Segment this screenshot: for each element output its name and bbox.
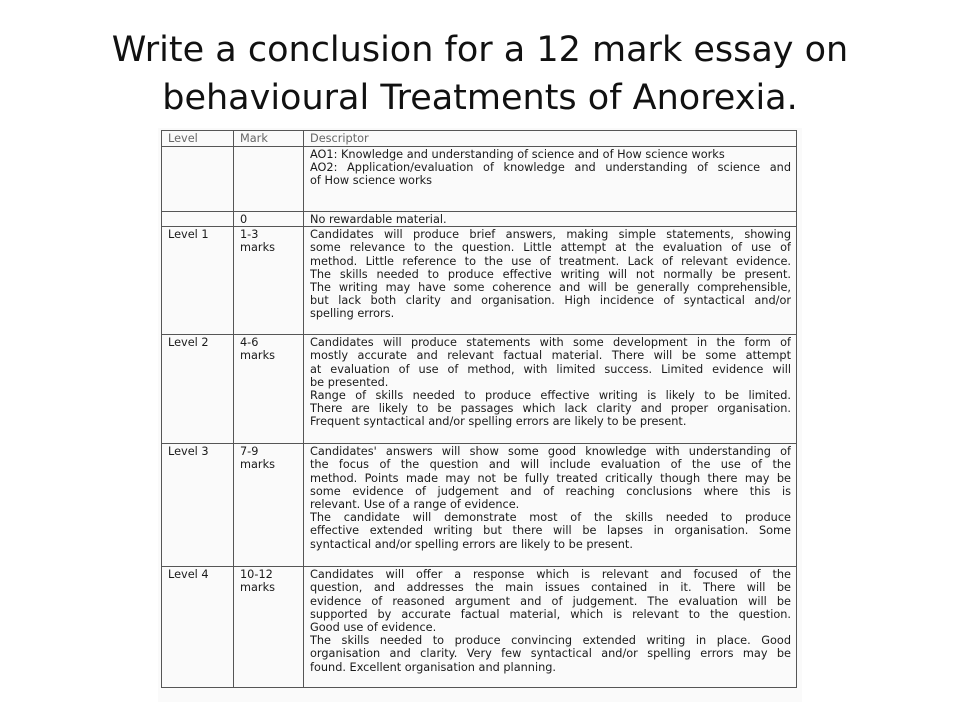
descriptor-line: Frequent syntactical and/or spelling errors are likely to be present. bbox=[310, 415, 687, 429]
table-row-ao bbox=[162, 147, 797, 212]
descriptor-line: some evidence of judgement and of reaching conclusions where this is bbox=[310, 484, 791, 498]
descriptor-line: organisation and clarity. Very few syntactical and/or spelling errors may be bbox=[310, 647, 791, 661]
cell-mark-zero: 0 bbox=[234, 212, 304, 227]
cell-descriptor-level-4 bbox=[304, 567, 797, 688]
descriptor-line: relevant. Use of a range of evidence. bbox=[310, 498, 520, 512]
cell-mark-level-4: 10-12 marks bbox=[234, 567, 304, 688]
descriptor-line: the focus of the question and will include evaluation of the use of the bbox=[310, 458, 791, 472]
cell-mark-level-2: 4-6 marks bbox=[234, 335, 304, 444]
descriptor-line: Good use of evidence. bbox=[310, 621, 437, 635]
cell-level-2: Level 2 bbox=[162, 335, 234, 444]
cell-level-empty bbox=[162, 147, 234, 212]
descriptor-line: Candidates will offer a response which is relevant and focused of the bbox=[310, 568, 791, 582]
descriptor-line: be presented. bbox=[310, 375, 389, 389]
descriptor-line: spelling errors. bbox=[310, 307, 395, 321]
cell-descriptor-level-2 bbox=[304, 335, 797, 444]
descriptor-line: syntactical and/or spelling errors are likely to be present. bbox=[310, 537, 633, 551]
ao2-line-cont: of How science works bbox=[310, 174, 433, 188]
cell-descriptor-level-3 bbox=[304, 444, 797, 567]
cell-mark-level-3: 7-9 marks bbox=[234, 444, 304, 567]
ao1-line: AO1: Knowledge and understanding of science and of How science works bbox=[310, 148, 725, 161]
descriptor-line: Range of skills needed to produce effective writing is likely to be limited. bbox=[310, 389, 791, 403]
descriptor-line: but lack both clarity and organisation. High incidence of syntactical and/or bbox=[310, 294, 791, 308]
descriptor-line: supported by accurate factual material, which is relevant to the question. bbox=[310, 607, 791, 621]
descriptor-line: The skills needed to produce convincing extended writing in place. Good bbox=[310, 634, 791, 648]
slide-title bbox=[40, 26, 920, 122]
cell-level-4: Level 4 bbox=[162, 567, 234, 688]
descriptor-line: The candidate will demonstrate most of the skills needed to produce bbox=[310, 511, 791, 525]
ao2-line: AO2: Application/evaluation of knowledge and understanding of science and bbox=[310, 161, 791, 175]
cell-level-empty bbox=[162, 212, 234, 227]
table-row-level-3 bbox=[162, 444, 797, 567]
table-row-level-1 bbox=[162, 227, 797, 335]
cell-descriptor-level-1 bbox=[304, 227, 797, 335]
descriptor-line: at evaluation of use of method, with limited success. Limited evidence will bbox=[310, 362, 791, 376]
table-header-row bbox=[162, 131, 797, 147]
descriptor-line: The skills needed to produce effective writing will not normally be present. bbox=[310, 267, 791, 281]
descriptor-line: question, and addresses the main issues contained in it. There will be bbox=[310, 581, 791, 595]
table-row-zero bbox=[162, 212, 797, 227]
cell-ao-descriptor bbox=[304, 147, 797, 212]
header-level: Level bbox=[162, 131, 234, 147]
descriptor-line: some relevance to the question. Little attempt at the evaluation of use of bbox=[310, 241, 791, 255]
table-row-level-4 bbox=[162, 567, 797, 688]
mark-scheme-table bbox=[161, 130, 797, 688]
descriptor-line: method. Points made may not be fully treated critically though there may be bbox=[310, 471, 791, 485]
descriptor-line: Candidates will produce statements with some development in the form of bbox=[310, 336, 791, 350]
descriptor-line: method. Little reference to the use of treatment. Lack of relevant evidence. bbox=[310, 254, 791, 268]
slide-title-line-2: behavioural Treatments of Anorexia. bbox=[162, 78, 798, 118]
descriptor-line: evidence of reasoned argument and of judgement. The evaluation will be bbox=[310, 594, 791, 608]
descriptor-line: Candidates' answers will show some good knowledge with understanding of bbox=[310, 445, 791, 459]
cell-level-3: Level 3 bbox=[162, 444, 234, 567]
descriptor-line: There are likely to be passages which lack clarity and proper organisation. bbox=[310, 402, 791, 416]
mark-scheme-image bbox=[158, 128, 802, 702]
table-row-level-2 bbox=[162, 335, 797, 444]
header-mark: Mark bbox=[234, 131, 304, 147]
header-descriptor: Descriptor bbox=[304, 131, 797, 147]
descriptor-line: found. Excellent organisation and planning. bbox=[310, 660, 556, 674]
descriptor-line: mostly accurate and relevant factual material. There will be some attempt bbox=[310, 349, 791, 363]
slide-title-line-1: Write a conclusion for a 12 mark essay on bbox=[111, 30, 849, 70]
descriptor-line: effective extended writing but there will be lapses in organisation. Some bbox=[310, 524, 791, 538]
descriptor-line: Candidates will produce brief answers, making simple statements, showing bbox=[310, 228, 791, 242]
cell-descriptor-zero: No rewardable material. bbox=[304, 212, 797, 227]
cell-mark-level-1: 1-3 marks bbox=[234, 227, 304, 335]
cell-level-1: Level 1 bbox=[162, 227, 234, 335]
cell-mark-empty bbox=[234, 147, 304, 212]
descriptor-line: The writing may have some coherence and will be generally comprehensible, bbox=[310, 281, 791, 295]
